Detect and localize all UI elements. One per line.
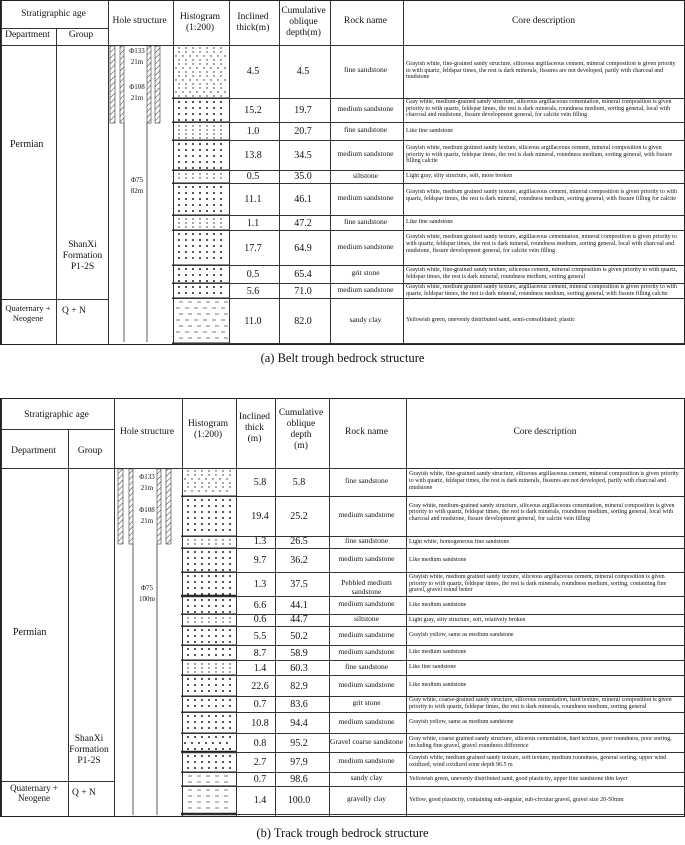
cum-line2: oblique [289,17,318,27]
core-description: Light white, homogeneous fine sandstone [409,538,510,545]
core-description: Light gray, silty structure, soft, more broken [406,173,513,180]
header-b-core: Core description [513,427,577,437]
histogram-layer [181,499,236,536]
histogram-layer [172,233,229,265]
inclined-thick: 1.4 [253,662,267,674]
histogram-layer [172,101,229,122]
inclined-thick: 5.6 [246,285,260,297]
histogram-b [181,467,236,817]
core-description: Gray white, medium-grained sandy structure, siliceous argillaceous cementation, mineral composition is given priority to with quartz, feldspar times, the rest is dark minerals, roundness medium, sorting general, local with charcoal and mudstone, fissure development general, for calcite vein filling [406,99,672,119]
core-description: Grayish yellow, same as medium sandstone [409,719,514,726]
cumulative-depth: 4.5 [296,66,310,77]
rock-name: fine sandstone [344,661,389,671]
histogram-layer [181,551,236,572]
histogram-layer [172,218,229,230]
core-description: Light gray, silty structure, soft, relatively broken [409,616,526,623]
histogram-layer [181,776,236,786]
hole-a-l2: 21m [130,94,144,102]
row-divider [172,298,685,299]
permian-label-a: Permian [10,139,44,150]
rock-name: medium sandstone [337,104,394,113]
hole-b-l3: 100m [139,595,155,603]
header-core: Core description [511,16,576,26]
inclined-thick: 0.5 [246,171,260,182]
header-inclined [228,12,278,34]
row-divider [181,645,685,646]
rock-name: medium sandstone [338,716,395,726]
cumulative-depth: 64.9 [294,242,312,254]
hole-b-d1: Φ133 [139,473,155,481]
core-description: Grayish white, fine-grained sandy structure, siliceous argillaceous cement, mineral composition is given priority to with quartz, feldspar times, the rest is dark minerals, fissures are not developed, partly with charcoal and mudstone [406,60,676,81]
core-description: Like medium sandstone [409,649,467,656]
cum-b-line1: Cumulative [278,408,324,418]
header-histogram [172,12,228,34]
cumulative-depth: 60.3 [290,662,308,674]
core-description: Grayish white, medium grained sandy texture, argillaceous cement, mineral composition is given priority to with quartz, feldspar times, the rest is dark mineral, roundness medium, sorting general, with fissure filling for calcite [406,188,677,202]
row-divider [181,712,685,713]
row-divider [181,733,685,734]
core-description: Like medium sandstone [409,601,467,608]
quat-line2: Neogene [12,313,44,323]
quat-b-line1: Quaternary + [10,783,58,793]
core-description: Gray white, medium-grained sandy structure, siliceous argillaceous cementation, mineral composition is given priority to with quartz, feldspar times, the rest is dark minerals, roundness medium, sorting general, local with charcoal and mudstone, fissure development general, for calcite vein filling [409,502,675,522]
rock-name: fine sandstone [343,65,388,74]
rock-name: medium sandstone [338,679,395,689]
inclined-thick: 5.8 [253,476,267,488]
shanxi-label-b [66,734,112,767]
histogram-layer [181,790,236,814]
histogram-layer [172,302,229,343]
row-divider [181,626,685,627]
rock-name: medium sandstone [337,284,394,294]
inclined-thick: 13.8 [244,150,262,161]
cumulative-depth: 35.0 [294,171,312,182]
incl-b-line2: thick [245,423,264,433]
hole-a-d1: Φ133 [129,47,145,55]
row-divider [181,752,685,753]
histogram-layer [181,617,236,626]
histogram-layer [172,143,229,170]
histogram-layer [181,470,236,496]
histogram-layer [172,268,229,283]
cumulative-depth: 46.1 [294,194,312,205]
inclined-thick: 0.6 [253,614,267,625]
core-description: Like medium sandstone [409,682,467,689]
rock-name: siltstone [353,614,379,623]
header-b-cumulative [274,408,328,452]
cumulative-depth: 37.5 [290,579,308,590]
permian-label-b: Permian [13,627,47,638]
core-description: Yellowish green, unevenly distributed sand, good plasticity, upper fine sandstone thin layer [409,775,628,782]
rock-name: fine sandstone [343,125,388,134]
header-rock: Rock name [343,16,387,26]
quat-b-line2: Neogene [18,793,50,803]
rock-name: fine sandstone [343,216,388,226]
hole-b-d3: Φ75 [140,584,154,592]
inclined-thick: 17.7 [244,242,262,254]
inclined-thick: 1.0 [246,126,260,137]
inclined-thick: 9.7 [253,555,267,566]
inclined-thick: 4.5 [246,66,260,77]
rock-name: Pebbled medium sandstone [341,578,392,596]
inclined-thick: 10.8 [251,717,269,729]
rock-name: gravelly clay [347,794,386,803]
histogram-layer [181,599,236,614]
shanxi-b-line2: Formation [69,745,109,755]
shanxi-b-line3: P1-2S [77,756,101,766]
cumulative-depth: 98.6 [290,774,308,785]
cumulative-depth: 50.2 [290,630,308,642]
cumulative-depth: 5.8 [292,476,306,488]
histogram-layer [172,47,229,98]
header-b-histogram [181,419,235,441]
rock-name: grit stone [351,268,380,277]
histogram-layer [172,286,229,298]
inclined-thick: 11.0 [244,315,262,327]
row-divider [181,772,685,773]
core-description: Gray white, coarse grained sandy structure, siliceous cementation, hard texture, poor roundness, poor sorting, including fine gravel, gravel roundness difference [409,735,672,749]
rock-name: medium sandstone [338,646,395,656]
cum-line1: Cumulative [281,6,326,16]
row-divider [181,675,685,676]
shanxi-b-line1: ShanXi [74,734,104,744]
inclined-thick: 0.7 [253,774,267,785]
rock-name: siltstone [352,170,378,180]
cumulative-depth: 94.4 [290,717,308,729]
row-divider [181,814,685,815]
histogram-b-label: Histogram [187,419,229,429]
rock-name: medium sandstone [338,629,395,639]
header-b-group: Group [77,446,103,456]
shanxi-label-a [60,240,105,273]
cumulative-depth: 82.0 [294,315,312,327]
inclined-thick: 1.3 [253,536,267,547]
core-description: Yellow, good plasticity, containing sub-angular, sub-circular gravel, gravel size 20-50mm [409,796,624,803]
core-description: Gray white, coarse-grained sandy structure, siliceous cementation, hard texture, mineral composition is given priority to with quartz, feldspar times, the rest is dark minerals, roundness medium, sorting general [409,697,672,710]
header-hole: Hole structure [112,16,167,26]
core-description: Grayish white, medium grained sandy texture, argillaceous cement, mineral composition is given priority to with quartz, feldspar times, the rest is dark mineral, roundness medium, sorting general, with fissure filling calcite [406,284,677,297]
shanxi-line3: P1-2S [70,262,95,272]
rock-name: medium sandstone [338,756,395,765]
header-b-department: Department [11,446,56,456]
inclined-thick: 15.2 [244,105,262,116]
cumulative-depth: 100.0 [287,795,311,806]
quat-line1: Quaternary + [5,303,51,313]
histogram-layer [181,699,236,712]
cumulative-depth: 71.0 [294,285,312,297]
row-divider [172,140,685,141]
inclined-thick: 1.1 [246,217,260,229]
row-divider [172,265,685,266]
incl-line2: thick(m) [236,23,270,33]
cum-line3: depth(m) [286,28,321,38]
qn-label-b: Q + N [72,788,96,798]
hole-b-d2: Φ108 [139,506,155,514]
incl-b-line1: Inclined [238,412,271,422]
incl-b-line3: (m) [247,434,262,444]
histogram-layer [181,575,236,596]
histogram-layer [181,663,236,675]
histogram-layer [181,736,236,752]
core-description: Like fine sandstone [406,127,453,134]
histogram-b-scale: (1:200) [194,430,222,440]
cumulative-depth: 26.5 [290,536,308,547]
hole-b-l1: 21m [140,484,154,492]
core-description: Yellowish green, unevenly distributed sand, semi-consolidated, plastic [406,317,575,324]
rock-name: medium sandstone [338,599,395,608]
histogram-layer [181,755,236,772]
core-description: Grayish white, medium grained sandy texture, siliceous argillaceous cement, mineral composition is given priority to with quartz, feldspar times, the rest is dark mineral, roundness medium, sorting general, with fissure filling calcite [406,144,673,165]
core-description: Grayish white, fine-grained sandy structure, siliceous argillaceous cement, mineral composition is given priority to with quartz, feldspar times, the rest is dark minerals, fissures are not developed, partly with charcoal and mudstone [409,471,679,491]
histogram-layer [181,678,236,696]
rock-name: medium sandstone [337,149,394,158]
header-b-rock: Rock name [344,427,388,437]
shanxi-line1: ShanXi [68,240,97,250]
inclined-thick: 1.4 [253,795,267,806]
histogram-label: Histogram [179,12,221,22]
core-description: Like medium sandstone [409,556,467,563]
quat-label-b [2,783,66,803]
histogram-layer [172,186,229,215]
row-divider [181,660,685,661]
inclined-thick: 0.5 [246,269,260,280]
cumulative-depth: 65.4 [294,269,312,280]
hole-a-l1: 21m [130,58,144,66]
histogram-layer [181,539,236,548]
inclined-thick: 5.5 [253,630,267,642]
header-b-inclined [235,412,274,445]
cumulative-depth: 58.9 [290,647,308,659]
cumulative-depth: 34.5 [294,150,312,161]
rock-name: fine sandstone [344,536,389,545]
row-divider [172,183,685,184]
row-divider [181,548,685,549]
core-description: Grayish white, medium grained sandy texture, soft texture, medium roundness, general sorting, upper wind oxidized, wind oxidized zone depth 96.5 m [409,755,667,768]
rock-name: medium sandstone [337,241,394,251]
incl-line1: Inclined [237,12,269,22]
cumulative-depth: 97.9 [290,757,308,768]
hole-b-l2: 21m [140,517,154,525]
cum-b-line2: oblique [286,419,316,429]
core-description: Grayish white, fine-grained sandy texture, siliceous cement, mineral composition is given priority to with quartz, feldspar times, the rest is dark mineral, roundness medium, sorting general [406,267,678,280]
header-cumulative [278,6,329,39]
histogram-scale: (1:200) [186,23,214,33]
rock-name: grit stone [352,698,381,707]
cumulative-depth: 36.2 [290,555,308,566]
cumulative-depth: 44.1 [290,600,308,611]
rock-name: sandy clay [349,314,382,324]
histogram-layer [172,125,229,140]
caption-b: (b) Track trough bedrock structure [256,826,429,840]
rock-name: medium sandstone [337,193,394,202]
core-description: Like fine sandstone [409,664,456,671]
header-group: Group [68,30,94,40]
core-description: Grayish yellow, same as medium sandstone [409,632,514,639]
qn-label-a: Q + N [62,306,86,316]
core-description: Grayish white, medium grained sandy texture, siliceous argillaceous cement, mineral composition is given priority to with quartz, feldspar times, the rest is dark minerals, roundness medium, sorting, containing fine gravel, gravel round better [409,573,667,594]
caption-a: (a) Belt trough bedrock structure [260,351,425,365]
rock-name: sandy clay [350,773,383,782]
header-department: Department [5,30,50,40]
inclined-thick: 1.3 [253,579,267,590]
inclined-thick: 6.6 [253,600,267,611]
cumulative-depth: 82.9 [290,680,308,692]
histogram-layer [172,173,229,183]
inclined-thick: 19.4 [251,511,269,522]
histogram-a [172,44,229,344]
row-divider [181,596,685,597]
cumulative-depth: 25.2 [290,511,308,522]
row-divider [172,122,685,123]
shanxi-line2: Formation [62,251,103,261]
hole-a-l3: 82m [130,187,144,195]
cumulative-depth: 83.6 [290,699,308,710]
hole-a-d3: Φ75 [130,176,144,184]
cum-b-line4: (m) [294,441,308,451]
row-divider [172,343,685,344]
core-description: Like fine sandstone [406,219,453,226]
rock-name: medium sandstone [338,510,395,519]
inclined-thick: 11.1 [244,194,262,205]
header-strat-age: Stratigraphic age [21,9,86,19]
inclined-thick: 22.6 [251,680,269,692]
rock-name: medium sandstone [338,554,395,563]
row-divider [181,496,685,497]
cumulative-depth: 95.2 [290,737,308,749]
cumulative-depth: 20.7 [294,126,312,137]
row-divider [181,786,685,787]
hole-a-d2: Φ108 [129,83,145,91]
inclined-thick: 2.7 [253,757,267,768]
row-divider [172,230,685,231]
histogram-layer [181,715,236,733]
header-b-strat-age: Stratigraphic age [24,410,89,420]
histogram-layer [181,629,236,645]
cumulative-depth: 44.7 [290,614,308,625]
row-divider [172,215,685,216]
inclined-thick: 0.7 [253,699,267,710]
cum-b-line3: depth [290,430,312,440]
row-divider [181,572,685,573]
cumulative-depth: 47.2 [294,217,312,229]
rock-name: Gravel coarse sandstone [330,736,403,746]
header-b-hole: Hole structure [119,427,175,437]
inclined-thick: 8.7 [253,647,267,659]
core-description: Grayish white, medium grained sandy texture, argillaceous cementation, mineral composition is given priority to with quartz, feldspar times, the rest is dark mineral, roundness medium, sorting general, local with charcoal and mudstone, fissure development general, for calcite vein filling [406,234,677,254]
cumulative-depth: 19.7 [294,105,312,116]
rock-name: fine sandstone [344,475,389,485]
inclined-thick: 0.8 [253,737,267,749]
quat-label-a [2,303,54,323]
histogram-layer [181,648,236,660]
